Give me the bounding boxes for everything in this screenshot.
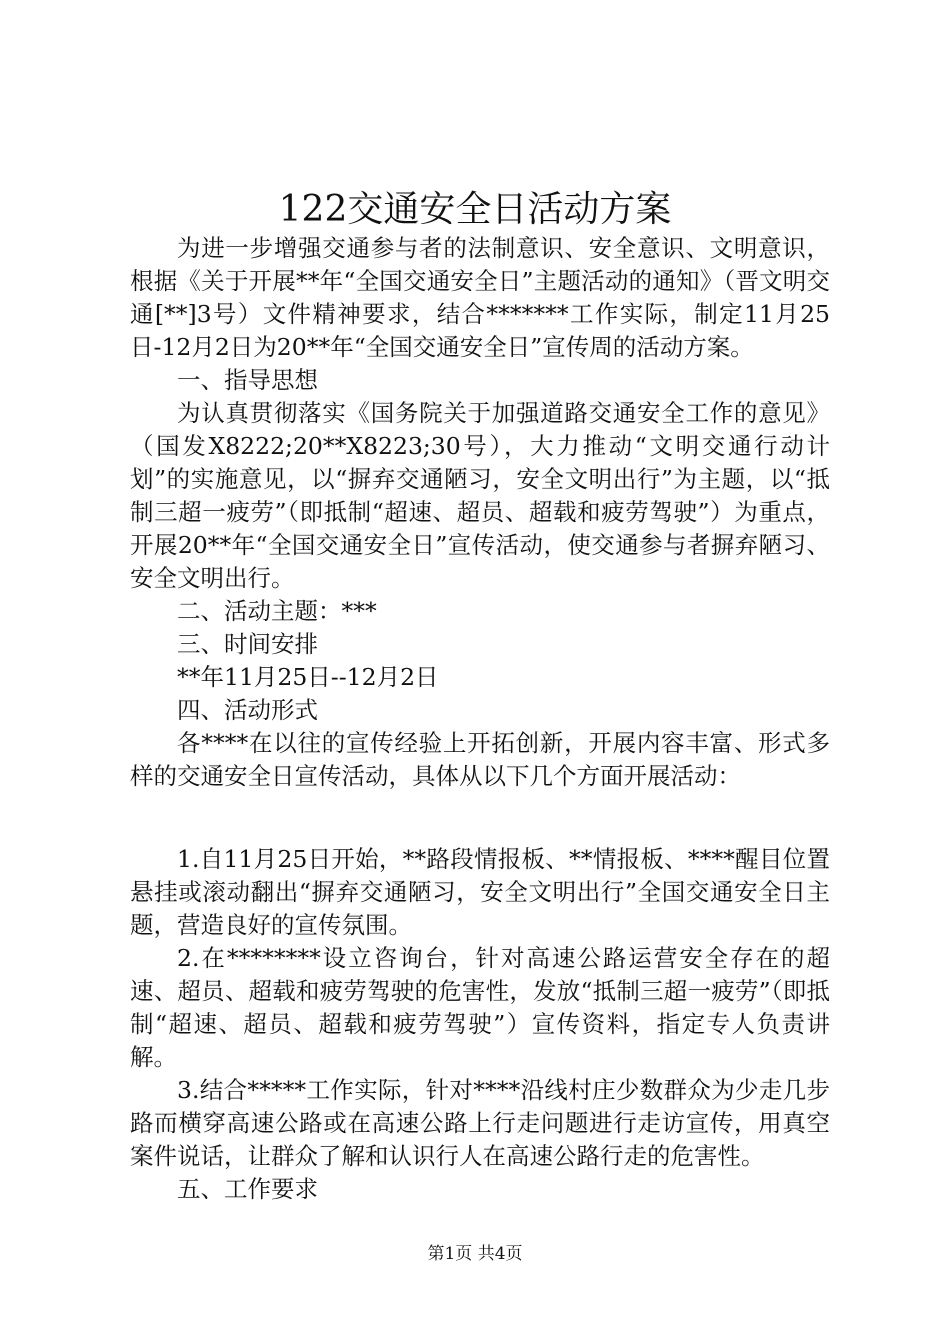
activity-form-paragraph: 各****在以往的宣传经验上开拓创新，开展内容丰富、形式多样的交通安全日宣传活动，具体从以下几个方面开展活动：	[130, 729, 830, 790]
section-heading-schedule: 三、时间安排	[177, 630, 318, 658]
list-item-3: 3.结合*****工作实际，针对****沿线村庄少数群众为少走几步路而横穿高速公路或在高速公路上行走问题进行走访宣传，用真空案件说话，让群众了解和认识行人在高速公路行走的危害性。	[130, 1076, 830, 1170]
page-number-footer: 第1页 共4页	[427, 1244, 523, 1264]
document-body	[130, 232, 830, 1206]
section-heading-activity-theme: 二、活动主题：***	[177, 597, 377, 625]
section-heading-activity-form: 四、活动形式	[177, 696, 318, 724]
schedule-dates: **年11月25日--12月2日	[177, 663, 439, 691]
list-item-1: 1.自11月25日开始，**路段情报板、**情报板、****醒目位置悬挂或滚动翻出“摒弃交通陋习，安全文明出行”全国交通安全日主题，营造良好的宣传氛围。	[130, 845, 830, 939]
intro-paragraph: 为进一步增强交通参与者的法制意识、安全意识、文明意识，根据《关于开展**年“全国交通安全日”主题活动的通知》（晋文明交通[**]3号）文件精神要求，结合*******工作实际，制定11月25日-12月2日为20**年“全国交通安全日”宣传周的活动方案。	[130, 234, 830, 361]
section-heading-work-requirements: 五、工作要求	[177, 1175, 318, 1203]
list-item-2: 2.在********设立咨询台，针对高速公路运营安全存在的超速、超员、超载和疲劳驾驶的危害性，发放“抵制三超一疲劳”（即抵制“超速、超员、超载和疲劳驾驶”）宣传资料，指定专人负责讲解。	[130, 944, 830, 1071]
section-heading-guiding-ideology: 一、指导思想	[177, 366, 318, 394]
blank-line	[130, 793, 830, 843]
document-title: 122交通安全日活动方案	[278, 189, 672, 230]
guiding-ideology-paragraph: 为认真贯彻落实《国务院关于加强道路交通安全工作的意见》（国发X8222;20**X8223;30号），大力推动“文明交通行动计划”的实施意见，以“摒弃交通陋习，安全文明出行”为主题，以“抵制三超一疲劳”（即抵制“超速、超员、超载和疲劳驾驶”）为重点，开展20**年“全国交通安全日”宣传活动，使交通参与者摒弃陋习、安全文明出行。	[130, 399, 830, 592]
